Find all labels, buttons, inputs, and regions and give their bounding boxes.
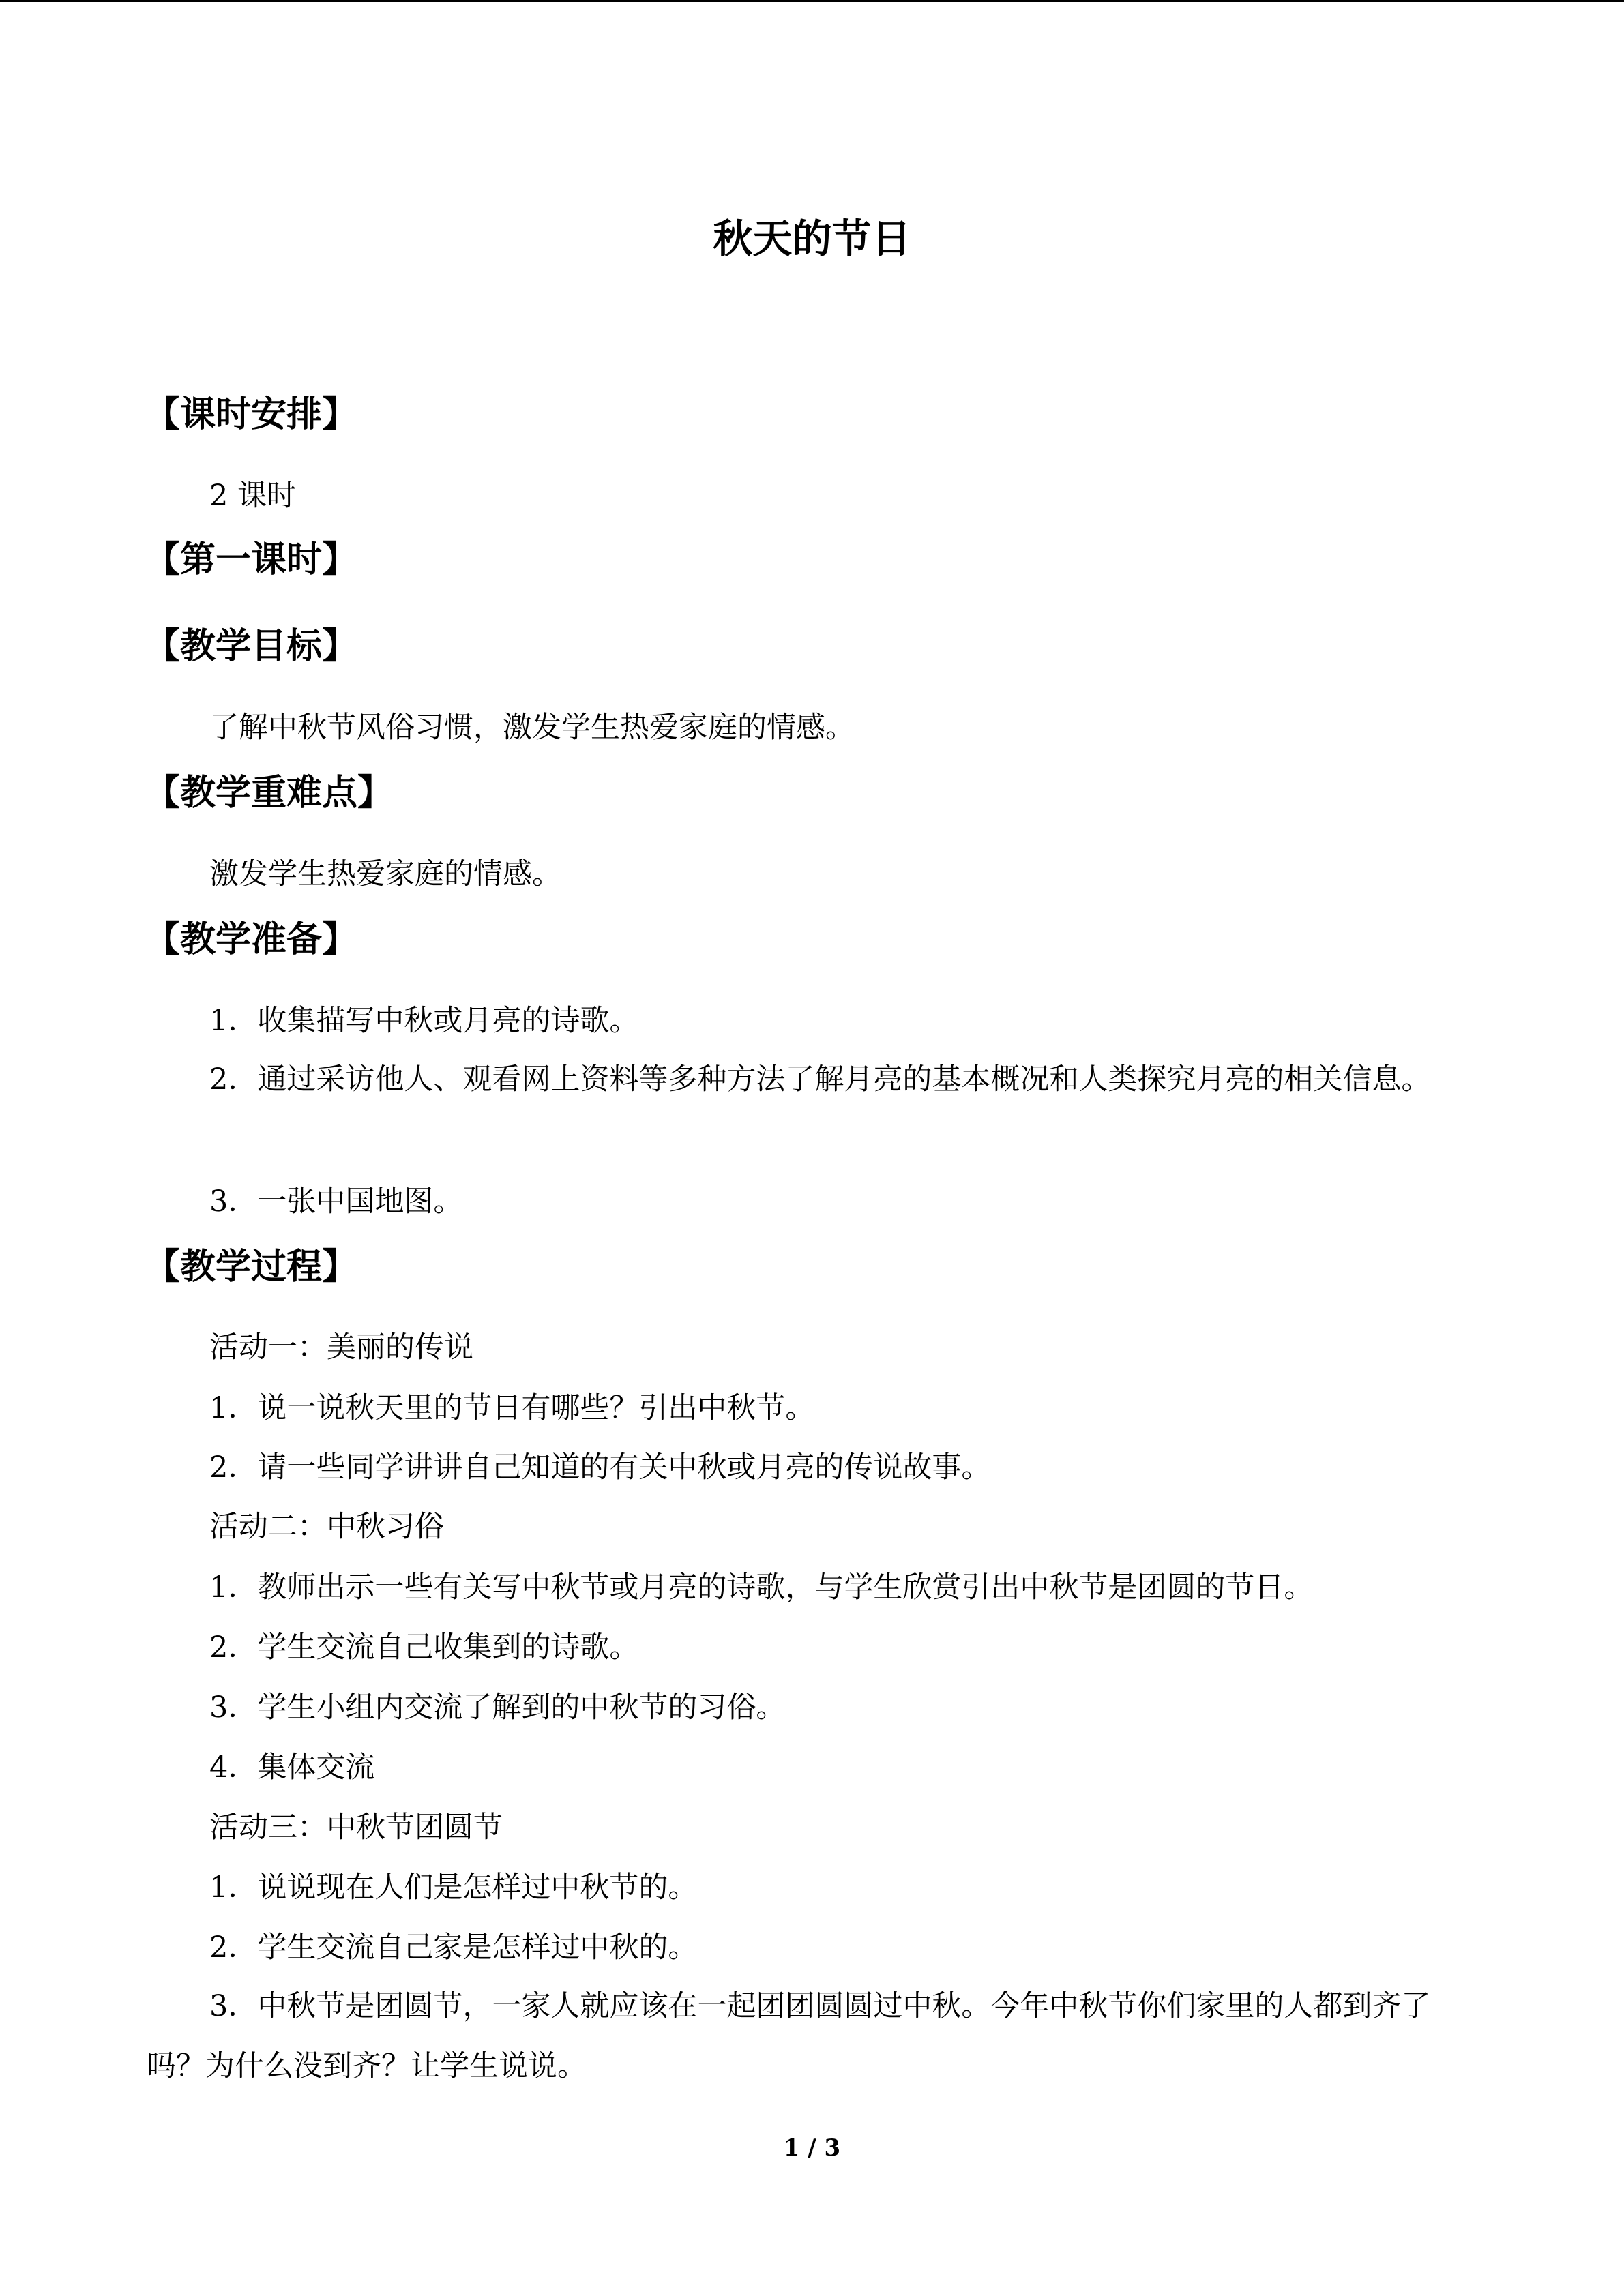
heading-schedule: 【课时安排】 — [145, 393, 358, 435]
heading-preparation: 【教学准备】 — [145, 919, 358, 960]
activity3-item-1: 1．说说现在人们是怎样过中秋节的。 — [209, 1870, 698, 1905]
activity2-title: 活动二：中秋习俗 — [209, 1510, 444, 1544]
activity2-item-1: 1．教师出示一些有关写中秋节或月亮的诗歌，与学生欣赏引出中秋节是团圆的节日。 — [209, 1570, 1314, 1605]
heading-goals: 【教学目标】 — [145, 625, 358, 667]
heading-process: 【教学过程】 — [145, 1246, 358, 1287]
activity2-item-2: 2．学生交流自己收集到的诗歌。 — [209, 1630, 639, 1665]
page-number: 1 / 3 — [783, 2134, 841, 2162]
activity3-item-3: 3．中秋节是团圆节，一家人就应该在一起团团圆圆过中秋。今年中秋节你们家里的人都到齐了吗？为什么没到齐？让学生说说。 — [147, 1989, 1431, 2083]
keypoints-text: 激发学生热爱家庭的情感。 — [209, 857, 561, 891]
document-title: 秋天的节日 — [713, 215, 911, 262]
schedule-text: 2 课时 — [209, 479, 297, 513]
heading-keypoints: 【教学重难点】 — [145, 772, 394, 814]
goals-text: 了解中秋节风俗习惯，激发学生热爱家庭的情感。 — [209, 711, 855, 745]
activity3-item-2: 2．学生交流自己家是怎样过中秋的。 — [209, 1930, 698, 1965]
activity1-item-2: 2．请一些同学讲讲自己知道的有关中秋或月亮的传说故事。 — [209, 1450, 991, 1485]
activity2-item-4: 4．集体交流 — [209, 1750, 375, 1785]
prep-item-3: 3．一张中国地图。 — [209, 1184, 463, 1219]
prep-item-1: 1．收集描写中秋或月亮的诗歌。 — [209, 1004, 639, 1038]
activity3-title: 活动三：中秋节团圆节 — [209, 1810, 503, 1845]
activity1-title: 活动一：美丽的传说 — [209, 1330, 473, 1365]
activity2-item-3: 3．学生小组内交流了解到的中秋节的习俗。 — [209, 1690, 786, 1725]
prep-item-2: 2．通过采访他人、观看网上资料等多种方法了解月亮的基本概况和人类探究月亮的相关信息。 — [209, 1062, 1431, 1097]
heading-lesson1: 【第一课时】 — [145, 539, 358, 580]
activity1-item-1: 1．说一说秋天里的节日有哪些？引出中秋节。 — [209, 1391, 815, 1425]
